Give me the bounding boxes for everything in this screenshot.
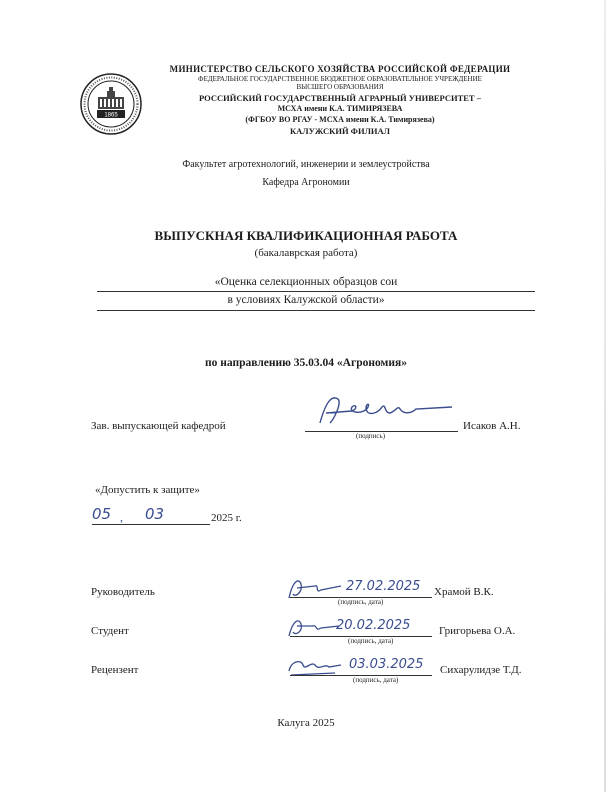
- student-date-handwritten: 20.02.2025: [336, 618, 411, 633]
- reviewer-caption: (подпись, дата): [353, 676, 399, 684]
- head-of-department-label: Зав. выпускающей кафедрой: [91, 420, 226, 432]
- admit-date-line: [92, 524, 210, 525]
- work-subtype: (бакалаврская работа): [254, 247, 358, 259]
- supervisor-date-handwritten: 27.02.2025: [346, 579, 421, 594]
- topic-line-1: «Оценка селекционных образцов сои: [214, 276, 398, 288]
- topic-underline-1: [97, 291, 535, 292]
- head-of-department-name: Исаков А.Н.: [463, 420, 521, 432]
- admit-day-comma: ,: [120, 510, 123, 524]
- branch-name: КАЛУЖСКИЙ ФИЛИАЛ: [289, 126, 391, 136]
- topic-line-2: в условиях Калужской области»: [227, 294, 385, 306]
- seal-year: 1865: [104, 112, 118, 119]
- student-label: Студент: [91, 625, 129, 637]
- institution-type-line-2: ВЫСШЕГО ОБРАЗОВАНИЯ: [296, 83, 384, 91]
- university-name-line-2: МСХА имени К.А. ТИМИРЯЗЕВА: [277, 104, 403, 113]
- supervisor-caption: (подпись, дата): [338, 598, 384, 606]
- admit-day-handwritten: 05: [92, 505, 112, 523]
- supervisor-name: Храмой В.К.: [434, 586, 494, 598]
- reviewer-name: Сихарулидзе Т.Д.: [440, 664, 522, 676]
- institution-type-line-1: ФЕДЕРАЛЬНОЕ ГОСУДАРСТВЕННОЕ БЮДЖЕТНОЕ ОБРАЗОВАТЕЛЬНОЕ УЧРЕЖДЕНИЕ: [198, 75, 482, 83]
- university-abbreviation: (ФГБОУ ВО РГАУ - МСХА имени К.А. Тимирязева): [245, 115, 435, 124]
- study-direction: по направлению 35.03.04 «Агрономия»: [205, 357, 407, 369]
- university-name: РОССИЙСКИЙ ГОСУДАРСТВЕННЫЙ АГРАРНЫЙ УНИВЕРСИТЕТ –: [199, 93, 481, 103]
- department-name: Кафедра Агрономии: [262, 177, 350, 188]
- admit-year: 2025 г.: [211, 512, 242, 524]
- supervisor-label: Руководитель: [91, 586, 155, 598]
- head-of-department-signature: [312, 393, 462, 433]
- reviewer-signature: [285, 653, 345, 681]
- head-signature-caption: (подпись): [356, 432, 386, 440]
- student-name: Григорьева О.А.: [439, 625, 516, 637]
- ministry-title: МИНИСТЕРСТВО СЕЛЬСКОГО ХОЗЯЙСТВА РОССИЙСКОЙ ФЕДЕРАЦИИ: [169, 64, 511, 74]
- reviewer-date-handwritten: 03.03.2025: [349, 657, 424, 672]
- university-seal-logo: [80, 73, 142, 135]
- faculty-name: Факультет агротехнологий, инженерии и землеустройства: [182, 159, 430, 170]
- admit-month-handwritten: 03: [145, 505, 165, 523]
- supervisor-signature: [285, 574, 345, 604]
- work-type-title: ВЫПУСКНАЯ КВАЛИФИКАЦИОННАЯ РАБОТА: [154, 228, 458, 243]
- reviewer-label: Рецензент: [91, 664, 139, 676]
- admit-to-defense-label: «Допустить к защите»: [95, 484, 200, 496]
- scan-edge: [604, 0, 606, 792]
- city-year-footer: Калуга 2025: [277, 717, 335, 729]
- topic-underline-2: [97, 310, 535, 311]
- student-caption: (подпись, дата): [348, 637, 394, 645]
